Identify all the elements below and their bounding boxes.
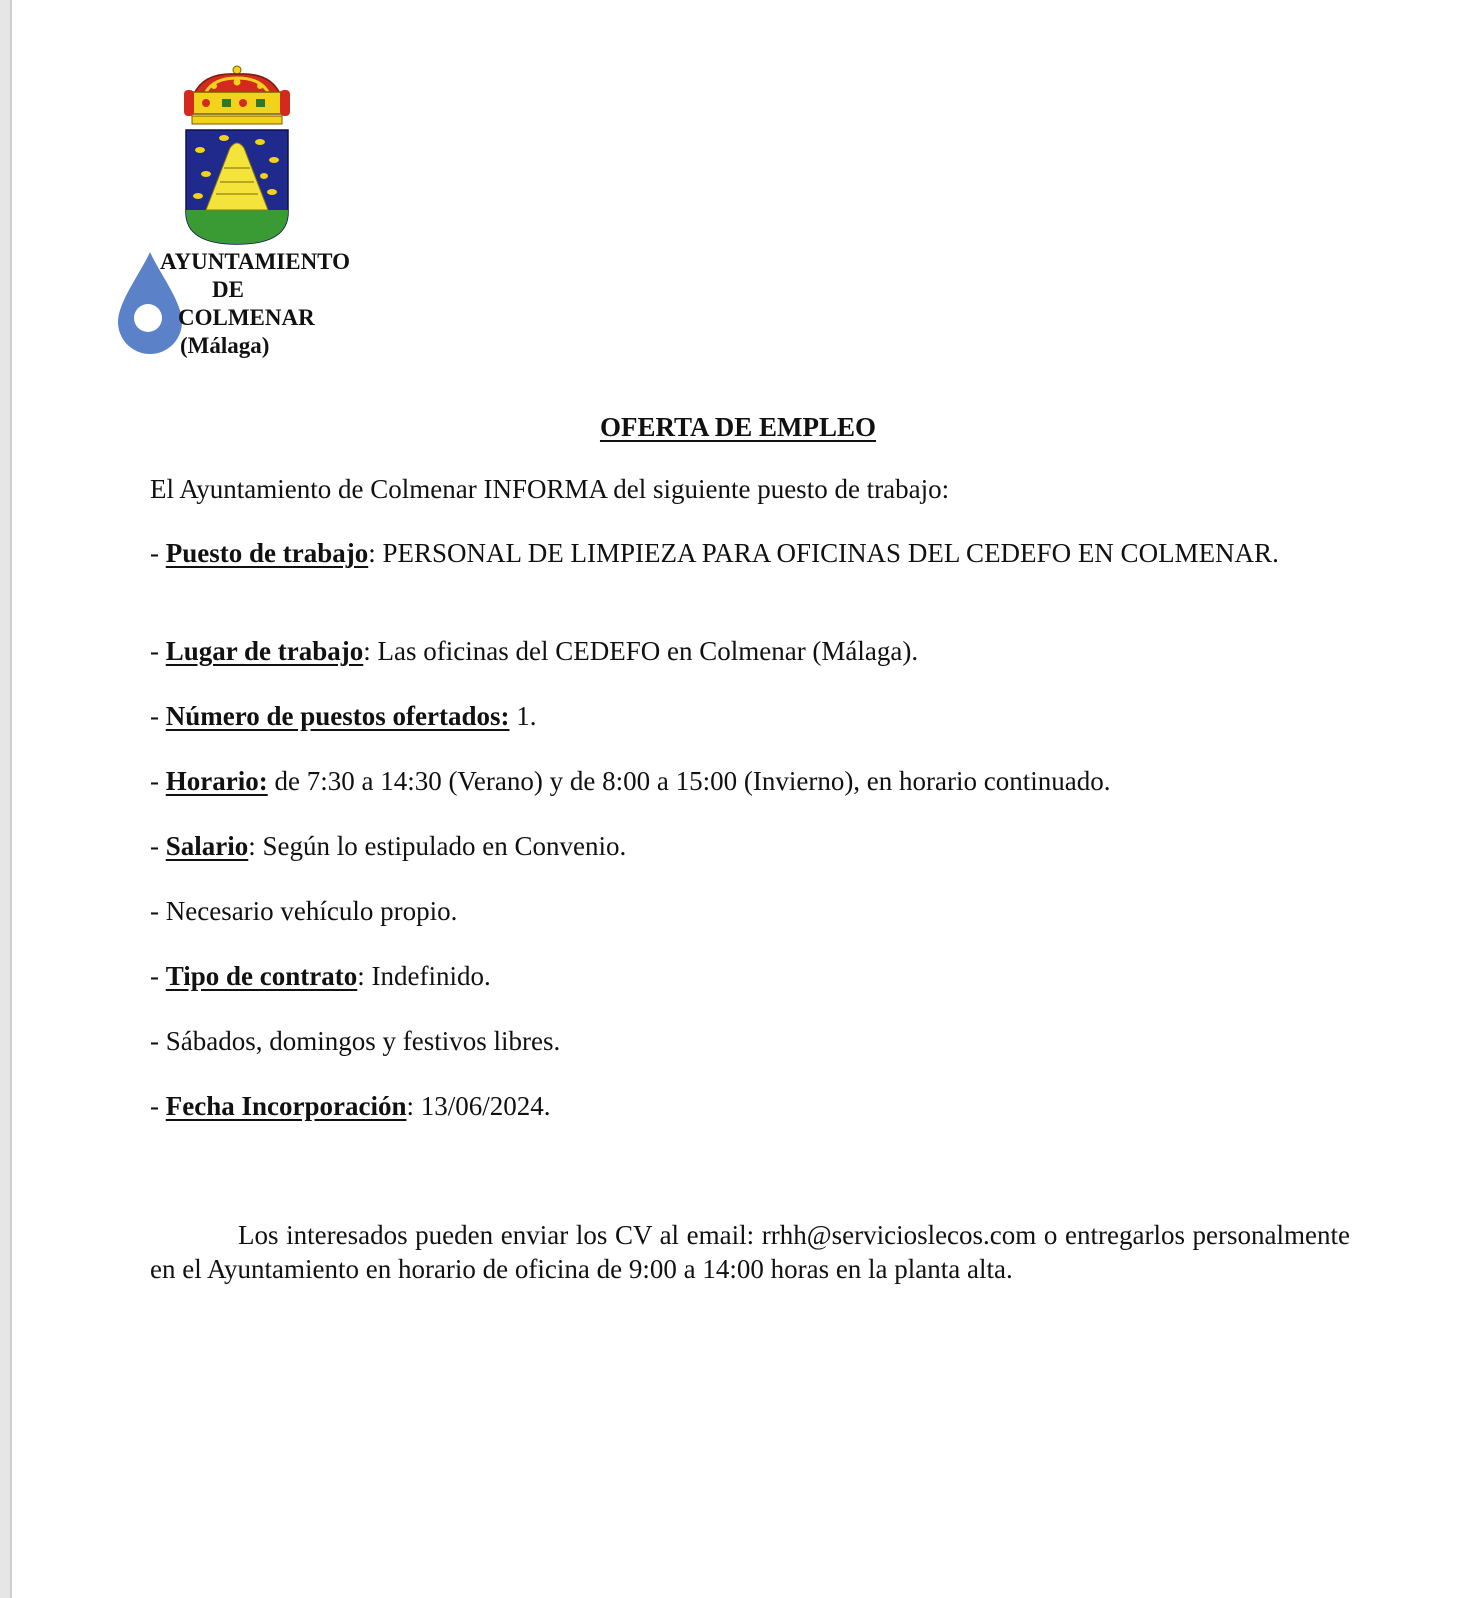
item-contract-type: - Tipo de contrato: Indefinido. (150, 961, 491, 991)
field-label: Número de puestos ofertados: (165, 701, 510, 731)
item-days-off: - Sábados, domingos y festivos libres. (150, 1026, 561, 1056)
field-value: Las oficinas del CEDEFO en Colmenar (Málaga). (370, 636, 919, 666)
org-line: AYUNTAMIENTO (160, 249, 350, 274)
field-label: Horario: (165, 766, 268, 796)
field-label: Fecha Incorporación (165, 1091, 407, 1121)
field-value: 1. (509, 701, 537, 731)
org-line: COLMENAR (178, 305, 315, 330)
item-job-title: - Puesto de trabajo: PERSONAL DE LIMPIEZA PARA OFICINAS DEL CEDEFO EN COLMENAR. (150, 538, 1279, 568)
field-label: Salario (165, 831, 249, 861)
field-value: Indefinido. (364, 961, 491, 991)
closing-paragraph: Los interesados pueden enviar los CV al email: rrhh@servicioslecos.com o entregarlos personalmente en el Ayuntamiento en horario de oficina de 9:00 a 14:00 horas en la planta alta. (150, 1220, 1350, 1284)
page-edge (0, 0, 12, 1598)
org-line: (Málaga) (180, 333, 270, 358)
field-value: Según lo estipulado en Convenio. (255, 831, 627, 861)
field-value: de 7:30 a 14:30 (Verano) y de 8:00 a 15:00 (Invierno), en horario continuado. (267, 766, 1111, 796)
item-positions-count: - Número de puestos ofertados: 1. (150, 701, 537, 731)
field-label: Lugar de trabajo (165, 636, 364, 666)
field-value: 13/06/2024. (414, 1091, 551, 1121)
coat-of-arms-icon (184, 64, 290, 250)
intro-paragraph: El Ayuntamiento de Colmenar INFORMA del siguiente puesto de trabajo: (150, 474, 950, 504)
item-work-place: - Lugar de trabajo: Las oficinas del CEDEFO en Colmenar (Málaga). (150, 636, 919, 666)
org-line: DE (212, 277, 244, 302)
item-vehicle: - Necesario vehículo propio. (150, 896, 458, 926)
field-value: PERSONAL DE LIMPIEZA PARA OFICINAS DEL CEDEFO EN COLMENAR. (375, 538, 1279, 568)
item-start-date: - Fecha Incorporación: 13/06/2024. (150, 1091, 551, 1121)
item-schedule: - Horario: de 7:30 a 14:30 (Verano) y de 8:00 a 15:00 (Invierno), en horario continuado. (150, 766, 1111, 796)
document-title: OFERTA DE EMPLEO (599, 412, 877, 442)
field-label: Puesto de trabajo (165, 538, 369, 568)
field-label: Tipo de contrato (165, 961, 358, 991)
item-salary: - Salario: Según lo estipulado en Convenio. (150, 831, 627, 861)
